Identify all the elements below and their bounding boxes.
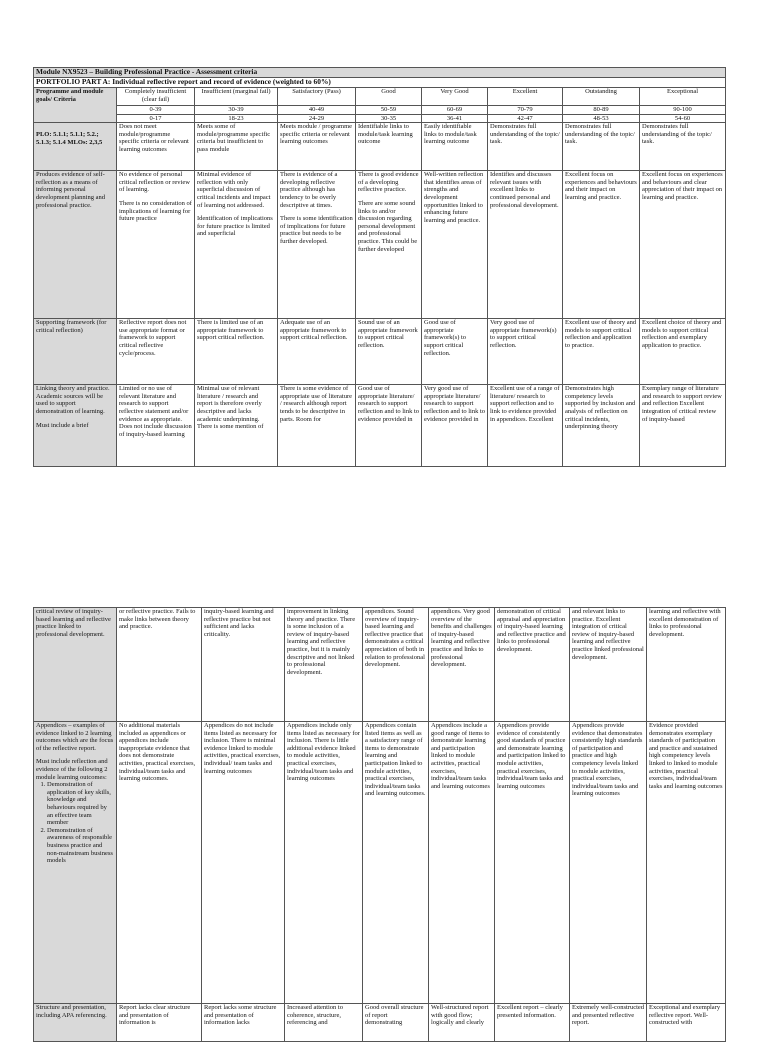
band-range-60: 54-60 xyxy=(640,114,726,123)
rubric-cell: Very good use of appropriate framework(s) to support critical reflection. xyxy=(488,319,563,385)
band-range-100: 40-49 xyxy=(278,106,356,115)
rubric-cell: Easily identifiable links to module/task learning outcome xyxy=(422,123,488,171)
rubric-cell xyxy=(356,171,422,319)
rubric-cell: No additional materials included as appendices or appendices include inappropriate evidence that does not demonstrate activities, practical exercises, individual/team tasks and learning outcomes. xyxy=(117,722,202,1004)
band-range-60: 18-23 xyxy=(195,114,278,123)
band-range-100: 50-59 xyxy=(356,106,422,115)
rubric-cell: Identifiable links to module/task learning outcome xyxy=(356,123,422,171)
rubric-cell: Excellent use of theory and models to support critical reflection and application to practice. xyxy=(563,319,640,385)
rubric-cell: Appendices provide evidence that demonstrates consistently high standards of participation and practice and high competency levels linked to module activities, practical exercises, individual/team tasks and learning outcomes xyxy=(570,722,647,1004)
criterion-text: Linking theory and practice. Academic sources will be used to support demonstration of learning. xyxy=(36,385,110,415)
table-row xyxy=(34,319,726,385)
rubric-cell: Does not meet module/programme specific criteria or relevant learning outcomes xyxy=(117,123,195,171)
band-name: Excellent xyxy=(488,88,563,106)
cell-text: Identification of implications for future practice is limited and superficial xyxy=(197,215,273,238)
band-range-60: 36-41 xyxy=(422,114,488,123)
rubric-cell: Limited or no use of relevant literature and research to support reflective statement and/or evidence as appropriate. Does not include discussion of inquiry-based learning xyxy=(117,385,195,467)
table-row xyxy=(34,385,726,467)
criterion-cell: Supporting framework (for critical reflection) xyxy=(34,319,117,385)
band-range-100: 0-39 xyxy=(117,106,195,115)
criterion-cell: PLO: 5.1.1; 5.1.1; 5.2.; 5.1.3; 5.1.4 MLOs: 2,3,5 xyxy=(34,123,117,171)
rubric-cell: Extremely well-constructed and presented reflective report. xyxy=(570,1004,647,1042)
cell-text: There is no consideration of implications of learning for future practice xyxy=(119,199,192,223)
band-range-60: 42-47 xyxy=(488,114,563,123)
rubric-cell: or reflective practice. Fails to make links between theory and practice. xyxy=(117,608,202,722)
criterion-text: Must include reflection and evidence of the following 2 module learning outcomes: xyxy=(36,758,108,781)
criterion-cell xyxy=(34,385,117,467)
band-name: Good xyxy=(356,88,422,106)
rubric-cell: Report lacks some structure and presentation of information lacks xyxy=(202,1004,285,1042)
rubric-cell: There is some evidence of appropriate use of literature / research although report tends to be descriptive in parts. Room for xyxy=(278,385,356,467)
band-range-60: 48-53 xyxy=(563,114,640,123)
band-range-60: 0-17 xyxy=(117,114,195,123)
band-range-100: 80-89 xyxy=(563,106,640,115)
table-row xyxy=(34,123,726,171)
assessment-criteria-table-page-2 xyxy=(33,607,726,1042)
list-item: 1. Demonstration of application of key skills, knowledge and behaviours required by an effective team member xyxy=(47,781,114,827)
rubric-cell: Meets some of module/programme specific criteria but insufficient to pass module xyxy=(195,123,278,171)
rubric-cell: Excellent use of a range of literature/ research to support reflection and to link to evidence provided in appendices. Excellent xyxy=(488,385,563,467)
table-row xyxy=(34,1004,726,1042)
band-name: Satisfactory (Pass) xyxy=(278,88,356,106)
cell-text: There are some sound links to and/or discussion regarding personal development and professional practice. This could be further developed xyxy=(358,199,418,253)
cell-text: Minimal evidence of reflection with only superficial discussion of critical incidents and impact of learning not addressed. xyxy=(197,171,271,209)
rubric-cell xyxy=(278,171,356,319)
rubric-cell: Well-structured report with good flow; logically and clearly xyxy=(429,1004,495,1042)
band-range-100: 30-39 xyxy=(195,106,278,115)
rubric-cell: Demonstrates full understanding of the topic/ task. xyxy=(640,123,726,171)
rubric-cell: Excellent focus on experiences and behaviours and their impact on learning and practice. xyxy=(563,171,640,319)
rubric-cell: There is limited use of an appropriate framework to support critical reflection. xyxy=(195,319,278,385)
cell-text: There is some identification of implications for future practice but needs to be further developed. xyxy=(280,215,353,245)
rubric-cell: Meets module / programme specific criteria or relevant learning outcomes xyxy=(278,123,356,171)
rubric-cell: Adequate use of an appropriate framework to support critical reflection. xyxy=(278,319,356,385)
criterion-text: Appendices – examples of evidence linked to 2 learning outcomes which are the focus of the reflective report. xyxy=(36,722,114,752)
band-name: Completely insufficient (clear fail) xyxy=(117,88,195,106)
rubric-cell: Demonstrates high competency levels supported by inclusion and analysis of reflection on critical incidents, underpinning theory xyxy=(563,385,640,467)
rubric-cell: Sound use of an appropriate framework to support critical reflection. xyxy=(356,319,422,385)
rubric-cell: and relevant links to practice. Excellent integration of critical review of inquiry-based learning and reflective practice linked professional development. xyxy=(570,608,647,722)
rubric-cell: Excellent focus on experiences and behaviours and clear appreciation of their impact on learning and practice. xyxy=(640,171,726,319)
rubric-cell: appendices. Sound overview of inquiry-based learning and reflective practice that demonstrates a critical appreciation of both in relation to professional development. xyxy=(363,608,429,722)
rubric-cell: Excellent report – clearly presented information. xyxy=(495,1004,570,1042)
rubric-cell: Identifies and discusses relevant issues with excellent links to continued personal and professional development. xyxy=(488,171,563,319)
band-range-100: 60-69 xyxy=(422,106,488,115)
rubric-cell: improvement in linking theory and practice. There is some inclusion of a review of inquiry-based learning and reflective practice, but it is mainly descriptive and not linked to professional development. xyxy=(285,608,363,722)
rubric-cell: Appendices include only items listed as necessary for inclusion. There is little additional evidence linked to module activities, practical exercises, individual/team tasks and learning outcomes xyxy=(285,722,363,1004)
rubric-cell: Appendices contain listed items as well as a satisfactory range of items to demonstrate learning and participation linked to module activities, practical exercises, individual/team tasks and learning outcomes. xyxy=(363,722,429,1004)
cell-text: No evidence of personal critical reflection or review of learning. xyxy=(119,171,190,194)
rubric-cell: Demonstrates full understanding of the topic/ task. xyxy=(563,123,640,171)
rubric-cell: Well-written reflection that identifies areas of strengths and development opportunities linked to enhancing future learning and practice. xyxy=(422,171,488,319)
module-title: Module NX9523 – Building Professional Practice - Assessment criteria xyxy=(34,68,726,78)
cell-text: There is evidence of a developing reflective practice although has tendency to be overly descriptive at times. xyxy=(280,171,338,209)
rubric-cell: Very good use of appropriate literature/ research to support reflection and to link to evidence provided in xyxy=(422,385,488,467)
criterion-text: Must include a brief xyxy=(36,421,89,429)
rubric-cell: Exemplary range of literature and research to support review and reflection Excellent integration of critical review of inquiry-based xyxy=(640,385,726,467)
band-name: Outstanding xyxy=(563,88,640,106)
rubric-cell: Appendices include a good range of items to demonstrate learning and participation linked to module activities, practical exercises, individual/team tasks and learning outcomes xyxy=(429,722,495,1004)
band-range-100: 90-100 xyxy=(640,106,726,115)
cell-text: There is good evidence of a developing reflective practice. xyxy=(358,171,419,194)
rubric-cell: demonstration of critical appraisal and appreciation of inquiry-based learning and reflective practice and links to professional development. xyxy=(495,608,570,722)
criterion-cell: critical review of inquiry-based learning and reflective practice linked to professional development. xyxy=(34,608,117,722)
rubric-cell: Evidence provided demonstrates exemplary standards of participation and practice and sustained high competency levels linked to linked to module activities, practical exercises, individual/team tasks and learning outcomes xyxy=(647,722,726,1004)
rubric-cell xyxy=(117,171,195,319)
rubric-cell: Report lacks clear structure and presentation of information is xyxy=(117,1004,202,1042)
rubric-cell: Demonstrates full understanding of the topic/ task. xyxy=(488,123,563,171)
criterion-cell: Structure and presentation, including APA referencing. xyxy=(34,1004,117,1042)
band-range-60: 30-35 xyxy=(356,114,422,123)
rubric-cell: Good use of appropriate literature/ research to support reflection and to link to evidence provided in xyxy=(356,385,422,467)
criteria-header xyxy=(34,88,117,123)
rubric-cell: Good use of appropriate framework(s) to support critical reflection. xyxy=(422,319,488,385)
rubric-cell: Appendices do not include items listed as necessary for inclusion. There is minimal evidence linked to module activities, practical exercises, individual/ team tasks and learning outcomes xyxy=(202,722,285,1004)
criteria-label: Programme and module goals/ Criteria xyxy=(36,88,104,103)
table-row xyxy=(34,171,726,319)
assessment-criteria-table-page-1 xyxy=(33,67,726,467)
band-range-60: 24-29 xyxy=(278,114,356,123)
rubric-cell: inquiry-based learning and reflective practice but not sufficient and lacks criticality. xyxy=(202,608,285,722)
rubric-cell: Exceptional and exemplary reflective report. Well-constructed with xyxy=(647,1004,726,1042)
table-row xyxy=(34,722,726,1004)
band-name: Exceptional xyxy=(640,88,726,106)
rubric-cell: Increased attention to coherence, structure, referencing and xyxy=(285,1004,363,1042)
rubric-cell: Good overall structure of report demonstrating xyxy=(363,1004,429,1042)
band-name: Very Good xyxy=(422,88,488,106)
band-name: Insufficient (marginal fail) xyxy=(195,88,278,106)
learning-outcomes-list xyxy=(36,781,114,865)
list-item: 2. Demonstration of awareness of responsible business practice and non-mainstream business models xyxy=(47,827,114,865)
rubric-cell: Excellent choice of theory and models to support critical reflection and exemplary application to practice. xyxy=(640,319,726,385)
rubric-cell: learning and reflective with excellent demonstration of links to professional development. xyxy=(647,608,726,722)
criterion-cell: Produces evidence of self-reflection as a means of informing personal development planning and professional practice. xyxy=(34,171,117,319)
rubric-cell xyxy=(195,171,278,319)
rubric-cell: Reflective report does not use appropriate format or framework to support critical reflective cycle/process. xyxy=(117,319,195,385)
rubric-cell: appendices. Very good overview of the benefits and challenges of inquiry-based learning and reflective practice and links to professional development. xyxy=(429,608,495,722)
table-row xyxy=(34,608,726,722)
criterion-cell xyxy=(34,722,117,1004)
portfolio-subtitle: PORTFOLIO PART A: Individual reflective report and record of evidence (weighted to 60%) xyxy=(34,78,726,88)
rubric-cell: Minimal use of relevant literature / research and report is therefore overly descriptive and lacks academic underpinning. There is some mention of xyxy=(195,385,278,467)
band-range-100: 70-79 xyxy=(488,106,563,115)
rubric-cell: Appendices provide evidence of consistently good standards of practice and demonstrate learning and participation linked to module activities, practical exercises, individual/team tasks and learning outcomes xyxy=(495,722,570,1004)
